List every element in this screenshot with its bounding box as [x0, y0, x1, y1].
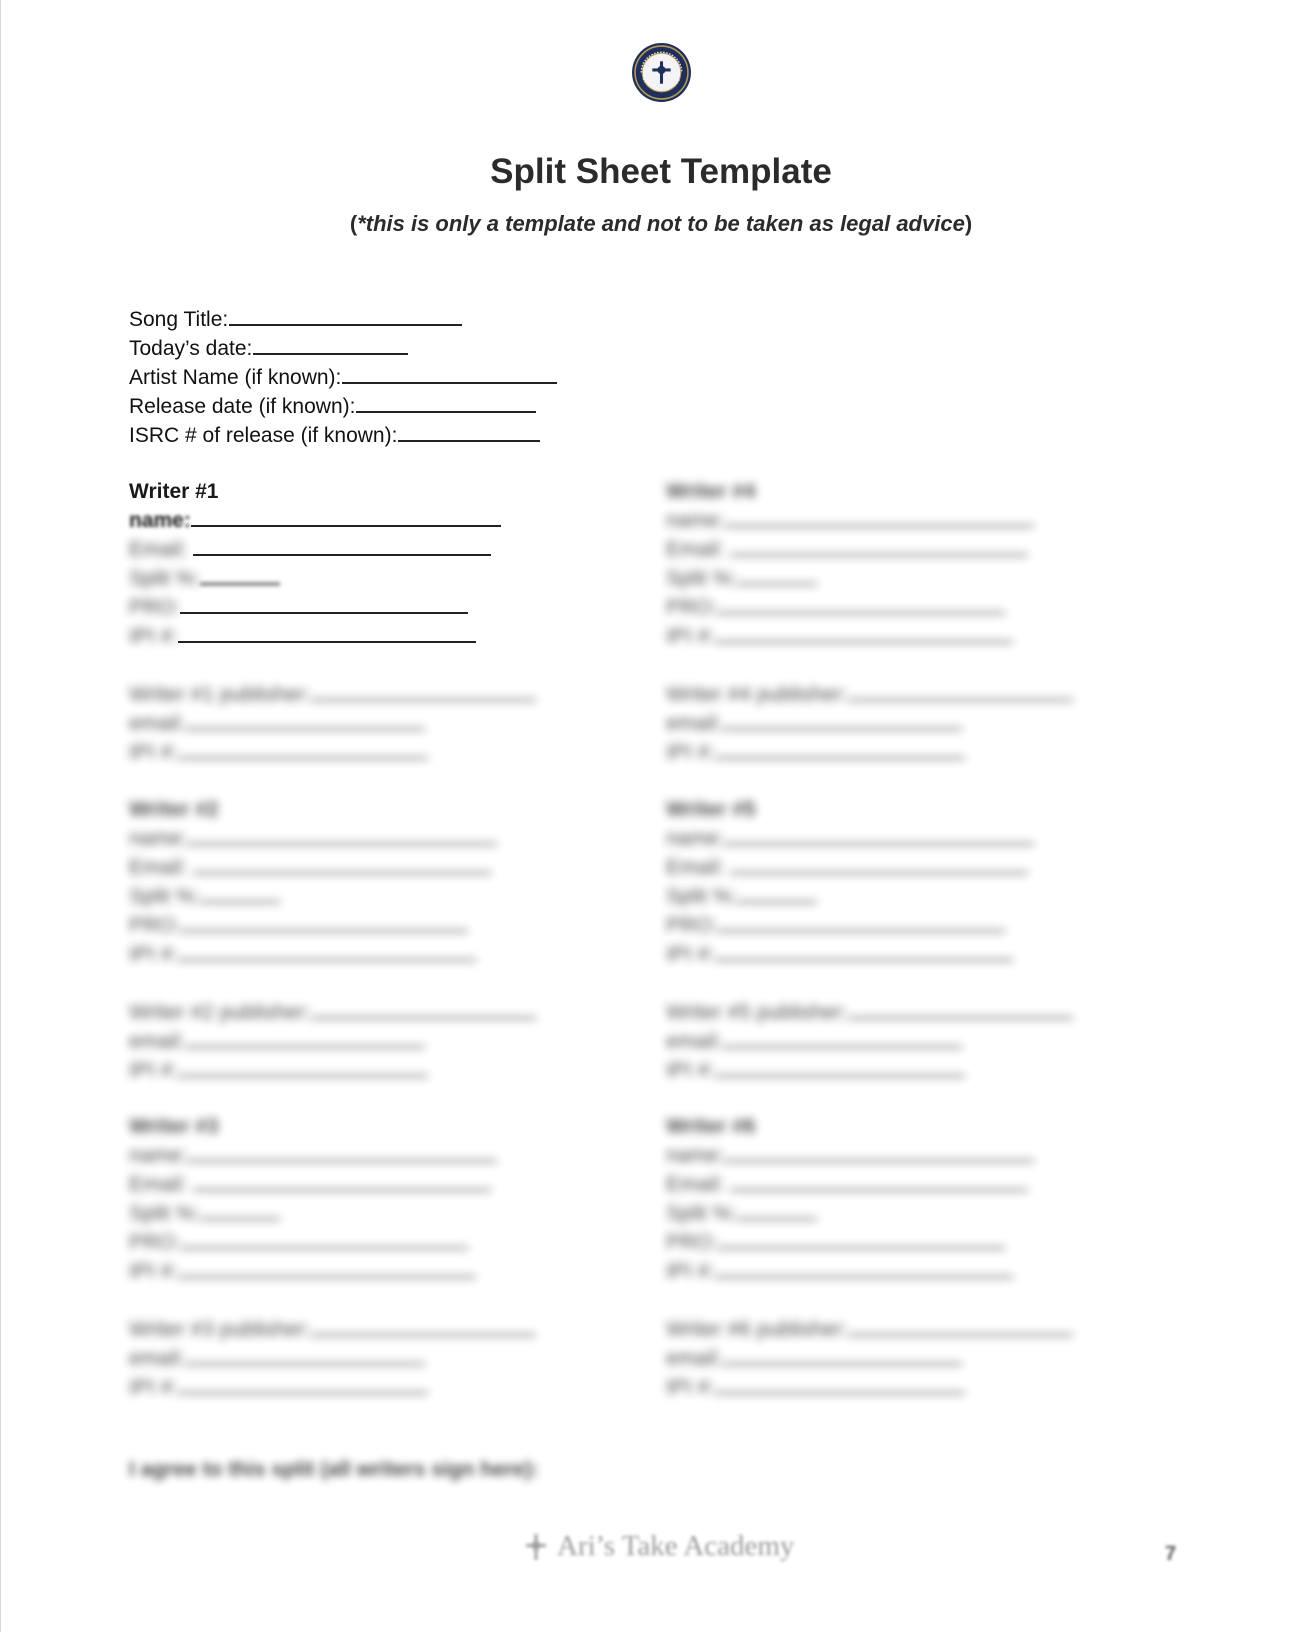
blank-line	[722, 1362, 962, 1365]
blank-line	[178, 756, 428, 759]
blank-line	[185, 1045, 425, 1048]
field-label: Email:	[666, 538, 725, 561]
field-label: PRO:	[666, 596, 718, 619]
writer-5-block	[666, 795, 1146, 969]
writer-ipi-field[interactable]	[129, 1257, 609, 1286]
page-subtitle	[1, 211, 1308, 237]
agreement-statement: I agree to this split (all writers sign here):	[129, 1458, 539, 1481]
publisher-email-field[interactable]	[129, 709, 609, 738]
writer-ipi-field[interactable]	[666, 940, 1146, 969]
blank-line	[730, 1188, 1028, 1191]
writer-3-block	[129, 1112, 609, 1286]
writer-2-publisher-block	[129, 998, 609, 1085]
release-date-field[interactable]	[129, 392, 557, 421]
field-label: Song Title:	[129, 308, 229, 331]
field-label: Email:	[129, 538, 188, 561]
publisher-ipi-field[interactable]	[666, 738, 1146, 767]
writer-6-publisher-block	[666, 1315, 1146, 1402]
blank-line	[178, 1391, 428, 1394]
page-number: 7	[1165, 1543, 1177, 1565]
field-label: Email:	[666, 1173, 725, 1196]
writer-heading: Writer #6	[666, 1115, 756, 1138]
publisher-name-field[interactable]	[129, 1315, 609, 1344]
blank-line	[717, 929, 1005, 932]
publisher-name-field[interactable]	[666, 1315, 1146, 1344]
blank-line	[715, 1275, 1013, 1278]
writer-email-field[interactable]	[129, 1170, 609, 1199]
blank-line	[715, 958, 1013, 961]
song-title-field[interactable]	[129, 305, 557, 334]
field-label: IPI #:	[666, 625, 716, 648]
field-label: IPI #:	[666, 1260, 716, 1283]
field-label: Email:	[129, 856, 188, 879]
publisher-email-field[interactable]	[129, 1027, 609, 1056]
publisher-ipi-field[interactable]	[129, 738, 609, 767]
blank-line	[724, 1159, 1034, 1162]
publisher-ipi-field[interactable]	[666, 1373, 1146, 1402]
field-label: Writer #6 publisher:	[666, 1318, 848, 1341]
writer-2-block	[129, 795, 609, 969]
writer-email-field[interactable]	[666, 1170, 1146, 1199]
publisher-ipi-field[interactable]	[129, 1056, 609, 1085]
publisher-email-field[interactable]	[129, 1344, 609, 1373]
field-label: Writer #5 publisher:	[666, 1001, 848, 1024]
blank-line	[180, 929, 468, 932]
field-label: email:	[666, 1030, 723, 1053]
blank-line	[724, 842, 1034, 845]
blank-line	[848, 1016, 1073, 1019]
writer-pro-field[interactable]	[666, 1228, 1146, 1257]
blank-line	[191, 524, 501, 527]
footer-brand-text: Ari’s Take Academy	[557, 1530, 795, 1562]
publisher-name-field[interactable]	[129, 998, 609, 1027]
writer-name-field[interactable]	[666, 824, 1146, 853]
blank-line	[356, 410, 536, 413]
footer-brand-logo	[523, 1530, 803, 1570]
writer-email-field[interactable]	[666, 535, 1146, 564]
field-label: Split %:	[129, 885, 201, 908]
blank-line	[722, 727, 962, 730]
field-label: Today’s date:	[129, 337, 253, 360]
writer-split-field[interactable]	[666, 1199, 1146, 1228]
writer-5-publisher-block	[666, 998, 1146, 1085]
page-title: Split Sheet Template	[490, 152, 832, 191]
blank-line	[200, 1217, 280, 1220]
field-label: name:	[666, 1144, 725, 1167]
publisher-email-field[interactable]	[666, 1027, 1146, 1056]
blank-line	[193, 553, 491, 556]
field-label: Split %:	[129, 567, 201, 590]
field-label: name:	[129, 1144, 188, 1167]
field-label: PRO:	[666, 914, 718, 937]
field-label: email:	[129, 1030, 186, 1053]
writer-heading: Writer #2	[129, 798, 219, 821]
blank-line	[187, 842, 497, 845]
writer-heading: Writer #1	[129, 480, 219, 503]
writer-ipi-field[interactable]	[129, 622, 609, 651]
writer-split-field[interactable]	[129, 882, 609, 911]
field-label: Writer #1 publisher:	[129, 683, 311, 706]
blank-line	[722, 1045, 962, 1048]
field-label: Writer #3 publisher:	[129, 1318, 311, 1341]
writer-split-field[interactable]	[129, 564, 609, 593]
field-label: IPI #:	[666, 1376, 716, 1399]
writer-email-field[interactable]	[129, 535, 609, 564]
blank-line	[178, 1074, 428, 1077]
writer-heading: Writer #5	[666, 798, 756, 821]
field-label: email:	[666, 1347, 723, 1370]
blank-line	[178, 640, 476, 643]
writer-pro-field[interactable]	[129, 911, 609, 940]
writer-name-field[interactable]	[666, 506, 1146, 535]
writer-heading: Writer #4	[666, 480, 756, 503]
publisher-name-field[interactable]	[129, 680, 609, 709]
field-label: Split %:	[666, 885, 738, 908]
blank-line	[737, 582, 817, 585]
blank-line	[848, 698, 1073, 701]
blank-line	[200, 900, 280, 903]
field-label: name:	[666, 827, 725, 850]
writer-pro-field[interactable]	[666, 593, 1146, 622]
publisher-name-field[interactable]	[666, 998, 1146, 1027]
writer-name-field[interactable]	[129, 824, 609, 853]
field-label: Release date (if known):	[129, 395, 356, 418]
writer-name-field[interactable]	[129, 1141, 609, 1170]
publisher-email-field[interactable]	[666, 1344, 1146, 1373]
writer-name-field[interactable]	[129, 506, 609, 535]
field-label: name:	[129, 509, 191, 532]
todays-date-field[interactable]	[129, 334, 557, 363]
blank-line	[311, 1333, 536, 1336]
field-label: email:	[129, 712, 186, 735]
blank-line	[311, 1016, 536, 1019]
cross-mark-icon	[523, 1532, 549, 1562]
blank-line	[193, 1188, 491, 1191]
field-label: IPI #:	[129, 1059, 179, 1082]
blank-line	[193, 871, 491, 874]
writer-split-field[interactable]	[666, 882, 1146, 911]
blank-line	[185, 1362, 425, 1365]
field-label: Split %:	[666, 567, 738, 590]
blank-line	[737, 900, 817, 903]
field-label: Split %:	[129, 1202, 201, 1225]
field-label: IPI #:	[129, 943, 179, 966]
artist-name-field[interactable]	[129, 363, 557, 392]
writer-1-publisher-block	[129, 680, 609, 767]
field-label: Split %:	[666, 1202, 738, 1225]
blank-line	[180, 611, 468, 614]
writer-4-block	[666, 477, 1146, 651]
writer-ipi-field[interactable]	[129, 940, 609, 969]
field-label: IPI #:	[129, 1376, 179, 1399]
blank-line	[717, 611, 1005, 614]
field-label: IPI #:	[129, 741, 179, 764]
field-label: PRO:	[129, 1231, 181, 1254]
field-label: PRO:	[129, 914, 181, 937]
subtitle-disclaimer: *this is only a template and not to be taken as legal advice	[357, 211, 965, 236]
field-label: IPI #:	[129, 625, 179, 648]
field-label: PRO:	[666, 1231, 718, 1254]
field-label: Email:	[129, 1173, 188, 1196]
writer-ipi-field[interactable]	[666, 1257, 1146, 1286]
blank-line	[730, 553, 1028, 556]
writer-split-field[interactable]	[129, 1199, 609, 1228]
isrc-field[interactable]	[129, 421, 557, 450]
field-label: email:	[129, 1347, 186, 1370]
field-label: Email:	[666, 856, 725, 879]
field-label: ISRC # of release (if known):	[129, 424, 398, 447]
subtitle-open: (	[349, 211, 358, 236]
writer-email-field[interactable]	[666, 853, 1146, 882]
field-label: IPI #:	[666, 1059, 716, 1082]
field-label: IPI #:	[666, 741, 716, 764]
subtitle-close: )	[964, 211, 973, 236]
publisher-ipi-field[interactable]	[666, 1056, 1146, 1085]
writer-ipi-field[interactable]	[666, 622, 1146, 651]
blank-line	[180, 1246, 468, 1249]
writer-pro-field[interactable]	[666, 911, 1146, 940]
blank-line	[178, 1275, 476, 1278]
writer-4-publisher-block	[666, 680, 1146, 767]
writer-split-field[interactable]	[666, 564, 1146, 593]
academy-seal-icon	[631, 42, 692, 103]
blank-line	[200, 582, 280, 585]
blank-line	[178, 958, 476, 961]
blank-line	[715, 756, 965, 759]
publisher-ipi-field[interactable]	[129, 1373, 609, 1402]
field-label: Artist Name (if known):	[129, 366, 342, 389]
writer-1-block	[129, 477, 609, 651]
writer-pro-field[interactable]	[129, 1228, 609, 1257]
field-label: name:	[129, 827, 188, 850]
writer-3-publisher-block	[129, 1315, 609, 1402]
publisher-email-field[interactable]	[666, 709, 1146, 738]
blank-line	[187, 1159, 497, 1162]
song-info-fields	[129, 305, 557, 450]
writer-name-field[interactable]	[666, 1141, 1146, 1170]
blank-line	[253, 352, 408, 355]
blank-line	[715, 640, 1013, 643]
blank-line	[715, 1074, 965, 1077]
blank-line	[311, 698, 536, 701]
writer-6-block	[666, 1112, 1146, 1286]
blank-line	[398, 439, 540, 442]
writer-heading: Writer #3	[129, 1115, 219, 1138]
field-label: Writer #2 publisher:	[129, 1001, 311, 1024]
blank-line	[229, 323, 462, 326]
blank-line	[730, 871, 1028, 874]
field-label: IPI #:	[666, 943, 716, 966]
field-label: PRO:	[129, 596, 181, 619]
blank-line	[342, 381, 557, 384]
blank-line	[185, 727, 425, 730]
writer-pro-field[interactable]	[129, 593, 609, 622]
publisher-name-field[interactable]	[666, 680, 1146, 709]
blank-line	[848, 1333, 1073, 1336]
blank-line	[715, 1391, 965, 1394]
field-label: IPI #:	[129, 1260, 179, 1283]
blank-line	[737, 1217, 817, 1220]
field-label: Writer #4 publisher:	[666, 683, 848, 706]
blank-line	[724, 524, 1034, 527]
field-label: name:	[666, 509, 725, 532]
blank-line	[717, 1246, 1005, 1249]
writer-email-field[interactable]	[129, 853, 609, 882]
field-label: email:	[666, 712, 723, 735]
